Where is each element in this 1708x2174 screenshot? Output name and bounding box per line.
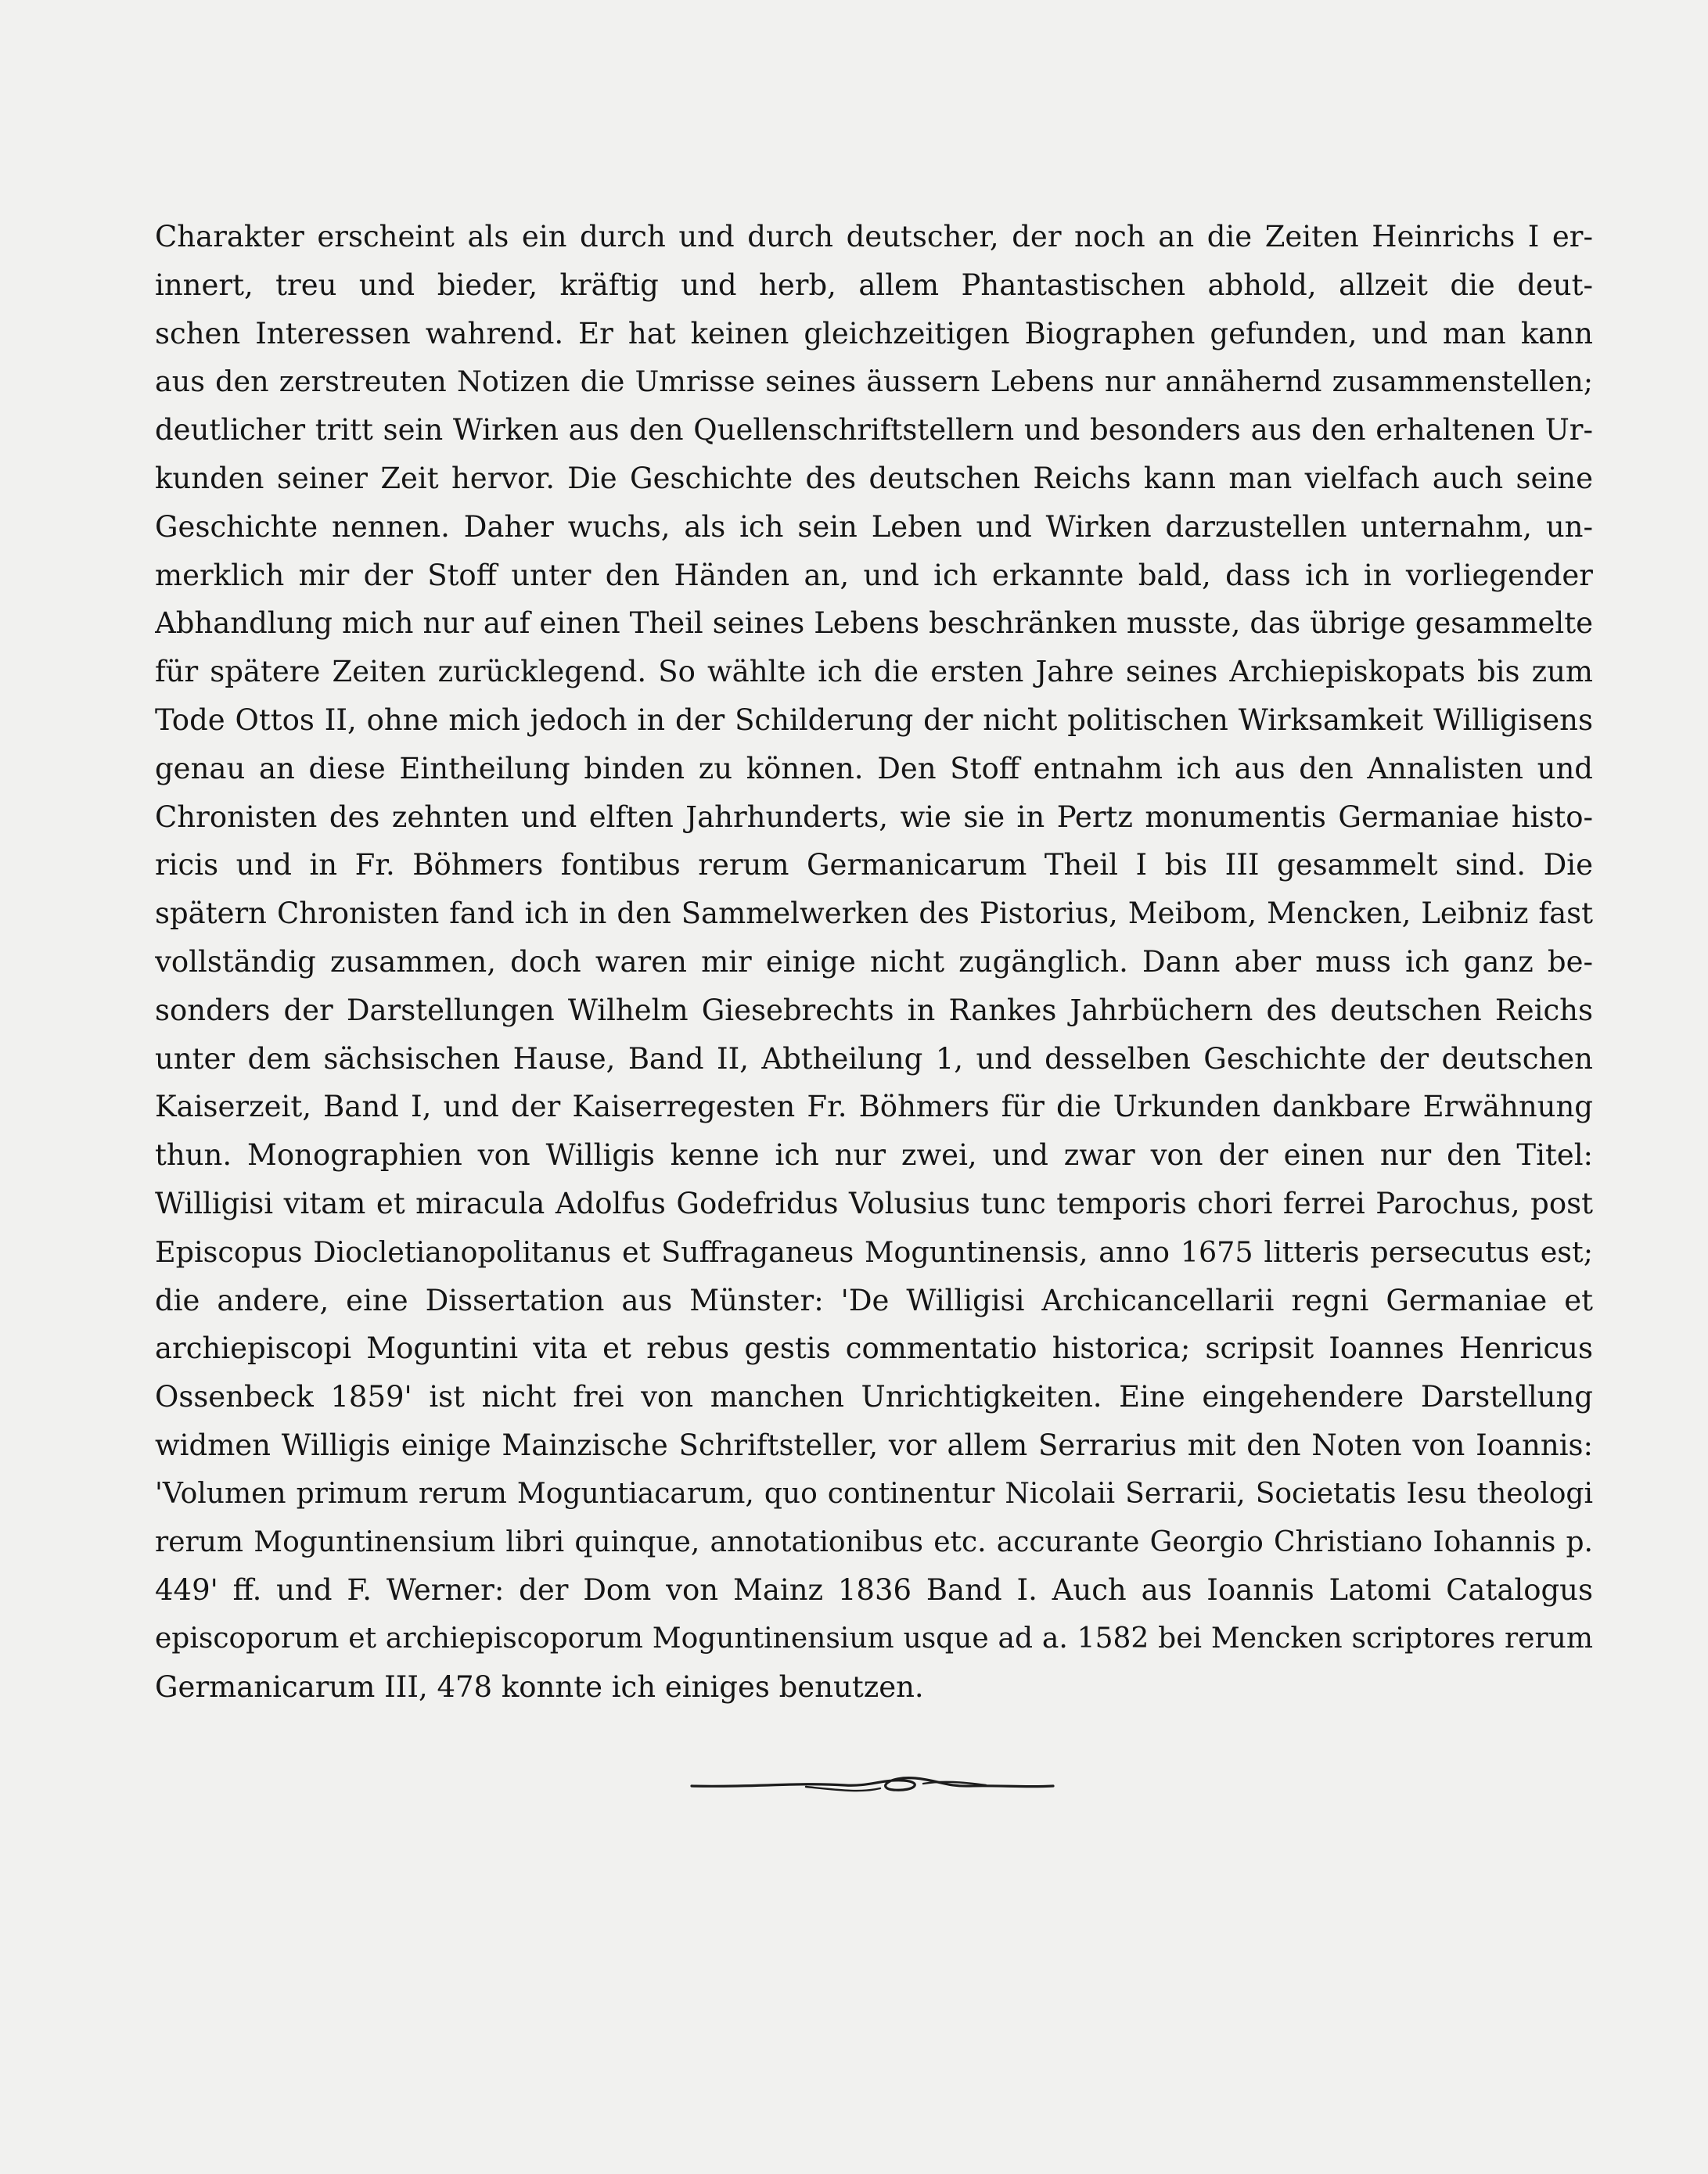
text-line: Germanicarum III, 478 konnte ich einiges benutzen. <box>155 1669 924 1704</box>
text-line: unter dem sächsischen Hause, Band II, Abtheilung 1, und desselben Geschichte der deutschen <box>155 1041 1593 1076</box>
text-line: archiepiscopi Moguntini vita et rebus gestis commentatio historica; scripsit Ioannes Henricus <box>155 1331 1593 1366</box>
text-line: 449' ff. und F. Werner: der Dom von Mainz 1836 Band I. Auch aus Ioannis Latomi Catalogus <box>155 1573 1593 1608</box>
text-line: Kaiserzeit, Band I, und der Kaiserregesten Fr. Böhmers für die Urkunden dankbare Erwähnung <box>155 1090 1593 1124</box>
text-line: sonders der Darstellungen Wilhelm Giesebrechts in Rankes Jahrbüchern des deutschen Reichs <box>155 993 1593 1027</box>
text-line: Abhandlung mich nur auf einen Theil seines Lebens beschränken musste, das übrige gesammelte <box>155 606 1593 641</box>
text-line: deutlicher tritt sein Wirken aus den Quellenschriftstellern und besonders aus den erhaltenen Ur- <box>155 413 1593 447</box>
body-text <box>155 213 1593 1712</box>
text-line: Ossenbeck 1859' ist nicht frei von manchen Unrichtigkeiten. Eine eingehendere Darstellung <box>155 1380 1593 1414</box>
text-line: rerum Moguntinensium libri quinque, annotationibus etc. accurante Georgio Christiano Iohannis p. <box>155 1525 1593 1558</box>
text-line: Willigisi vitam et miracula Adolfus Godefridus Volusius tunc temporis chori ferrei Parochus, post <box>155 1186 1593 1220</box>
text-line: schen Interessen wahrend. Er hat keinen gleichzeitigen Biographen gefunden, und man kann <box>155 316 1593 350</box>
ornament-divider <box>689 1766 1056 1806</box>
text-line: aus den zerstreuten Notizen die Umrisse seines äussern Lebens nur annähernd zusammenstellen; <box>155 365 1593 399</box>
text-line: 'Volumen primum rerum Moguntiacarum, quo continentur Nicolaii Serrarii, Societatis Iesu theologi <box>155 1477 1593 1510</box>
text-line: Geschichte nennen. Daher wuchs, als ich sein Leben und Wirken darzustellen unternahm, un- <box>155 509 1593 544</box>
text-line: merklich mir der Stoff unter den Händen an, und ich erkannte bald, dass ich in vorliegender <box>155 558 1593 592</box>
text-line: innert, treu und bieder, kräftig und herb, allem Phantastischen abhold, allzeit die deut- <box>155 268 1593 302</box>
text-line: ricis und in Fr. Böhmers fontibus rerum Germanicarum Theil I bis III gesammelt sind. Die <box>155 848 1593 882</box>
text-line: thun. Monographien von Willigis kenne ich nur zwei, und zwar von der einen nur den Titel: <box>155 1138 1593 1173</box>
text-line: episcoporum et archiepiscoporum Moguntinensium usque ad a. 1582 bei Mencken scriptores rerum <box>155 1622 1593 1655</box>
text-line: Chronisten des zehnten und elften Jahrhunderts, wie sie in Pertz monumentis Germaniae histo- <box>155 800 1593 834</box>
text-line: spätern Chronisten fand ich in den Sammelwerken des Pistorius, Meibom, Mencken, Leibniz fast <box>155 897 1593 931</box>
text-line: genau an diese Eintheilung binden zu können. Den Stoff entnahm ich aus den Annalisten und <box>155 751 1593 785</box>
text-line: Episcopus Diocletianopolitanus et Suffraganeus Moguntinensis, anno 1675 litteris persecutus est; <box>155 1234 1593 1269</box>
text-line: vollständig zusammen, doch waren mir einige nicht zugänglich. Dann aber muss ich ganz be- <box>155 944 1593 979</box>
text-line: Tode Ottos II, ohne mich jedoch in der Schilderung der nicht politischen Wirksamkeit Willigisens <box>155 703 1593 737</box>
text-line: kunden seiner Zeit hervor. Die Geschichte des deutschen Reichs kann man vielfach auch seine <box>155 461 1593 495</box>
text-line: widmen Willigis einige Mainzische Schriftsteller, vor allem Serrarius mit den Noten von Ioannis: <box>155 1428 1593 1462</box>
text-line: Charakter erscheint als ein durch und durch deutscher, der noch an die Zeiten Heinrichs I er- <box>155 220 1593 253</box>
text-line: die andere, eine Dissertation aus Münster: 'De Willigisi Archicancellarii regni Germaniae et <box>155 1283 1593 1317</box>
text-line: für spätere Zeiten zurücklegend. So wählte ich die ersten Jahre seines Archiepiskopats bis zum <box>155 655 1593 689</box>
